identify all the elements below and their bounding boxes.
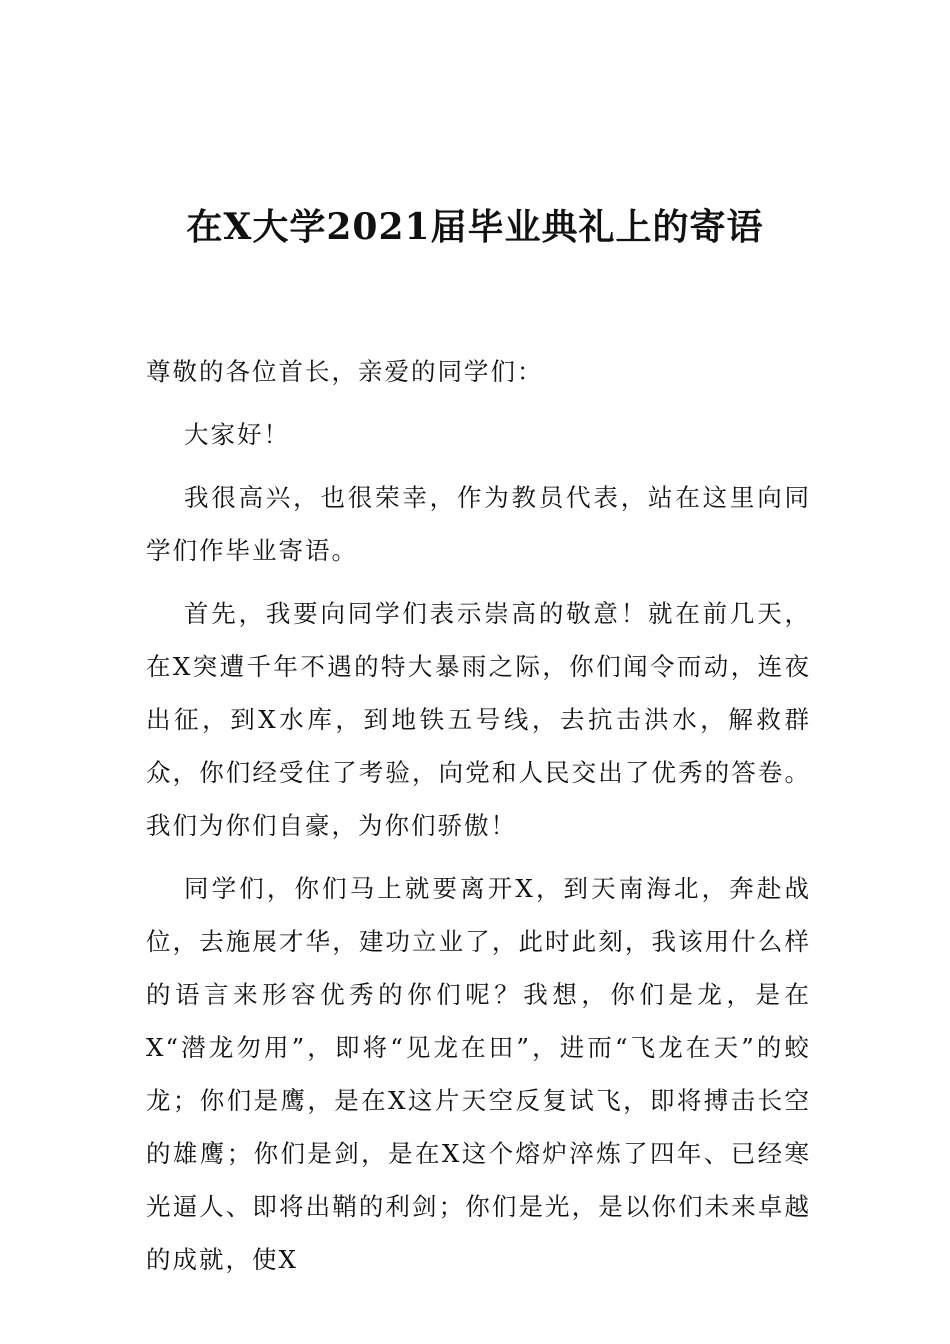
intro-paragraph: 我很高兴，也很荣幸，作为教员代表，站在这里向同学们作毕业寄语。 xyxy=(146,483,811,565)
tribute-paragraph: 首先，我要向同学们表示崇高的敬意！就在前几天，在X突遭千年不遇的特大暴雨之际，你们闻令而动，连夜出征，到X水库，到地铁五号线，去抗击洪水，解救群众，你们经受住了考验，向党和人民交出了优秀的答卷。我们为你们自豪，为你们骄傲！ xyxy=(146,599,811,840)
farewell-paragraph: 同学们，你们马上就要离开X，到天南海北，奔赴战位，去施展才华，建功立业了，此时此刻，我该用什么样的语言来形容优秀的你们呢？我想，你们是龙，是在X“潜龙勿用”，即将“见龙在田”，进而“飞龙在天”的蛟龙；你们是鹰，是在X这片天空反复试飞，即将搏击长空的雄鹰；你们是剑，是在X这个熔炉淬炼了四年、已经寒光逼人、即将出鞘的利剑；你们是光，是以你们未来卓越的成就，使X xyxy=(146,874,811,1274)
salutation-paragraph: 尊敬的各位首长，亲爱的同学们： xyxy=(146,357,544,386)
document-body xyxy=(146,345,811,1296)
greeting-paragraph: 大家好！ xyxy=(184,420,290,449)
document-title: 在X大学2021届毕业典礼上的寄语 xyxy=(186,206,764,248)
